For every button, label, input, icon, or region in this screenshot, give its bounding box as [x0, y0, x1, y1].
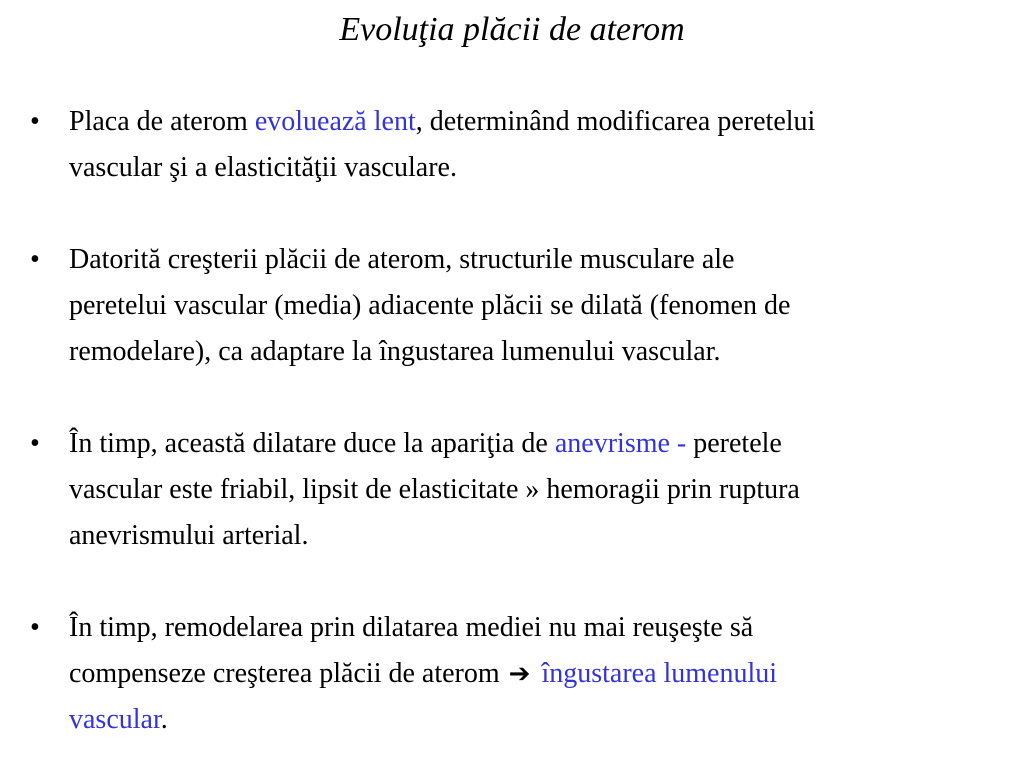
- text-run: Placa de aterom: [69, 106, 255, 137]
- highlighted-text: îngustarea lumenului: [541, 658, 778, 689]
- bullet-line: Datorită creşterii plăcii de aterom, structurile musculare ale: [69, 244, 735, 275]
- bullet-marker: •: [30, 612, 40, 643]
- bullet-line: vascular şi a elasticităţii vasculare.: [69, 152, 457, 183]
- bullet-marker: •: [30, 244, 40, 275]
- right-arrow-icon: ➔: [508, 659, 531, 689]
- text-run: peretele: [686, 428, 782, 459]
- bullet-line: vascular este friabil, lipsit de elasticitate » hemoragii prin ruptura: [69, 474, 800, 505]
- bullet-line: peretelui vascular (media) adiacente plăcii se dilată (fenomen de: [69, 290, 791, 321]
- bullet-line: remodelare), ca adaptare la îngustarea lumenului vascular.: [69, 336, 721, 367]
- text-run: În timp, această dilatare duce la apariţia de: [69, 428, 555, 459]
- highlighted-text: vascular: [69, 704, 161, 735]
- bullet-line: [69, 421, 999, 467]
- text-run: , determinând modificarea peretelui: [415, 106, 816, 137]
- bullet-line: [69, 697, 999, 743]
- bullet-line: În timp, remodelarea prin dilatarea mediei nu mai reuşeşte să: [69, 612, 754, 643]
- text-run: compenseze creşterea plăcii de aterom: [69, 658, 507, 689]
- bullet-marker: •: [30, 428, 40, 459]
- text-run: .: [160, 704, 168, 735]
- bullet-line: [69, 99, 999, 145]
- bullet-line: [69, 651, 999, 697]
- slide-title: Evoluţia plăcii de aterom: [339, 11, 685, 48]
- bullet-marker: •: [30, 106, 40, 137]
- highlighted-text: anevrisme -: [554, 428, 687, 459]
- bullet-line: anevrismului arterial.: [69, 520, 309, 551]
- highlighted-text: evoluează lent: [254, 106, 416, 137]
